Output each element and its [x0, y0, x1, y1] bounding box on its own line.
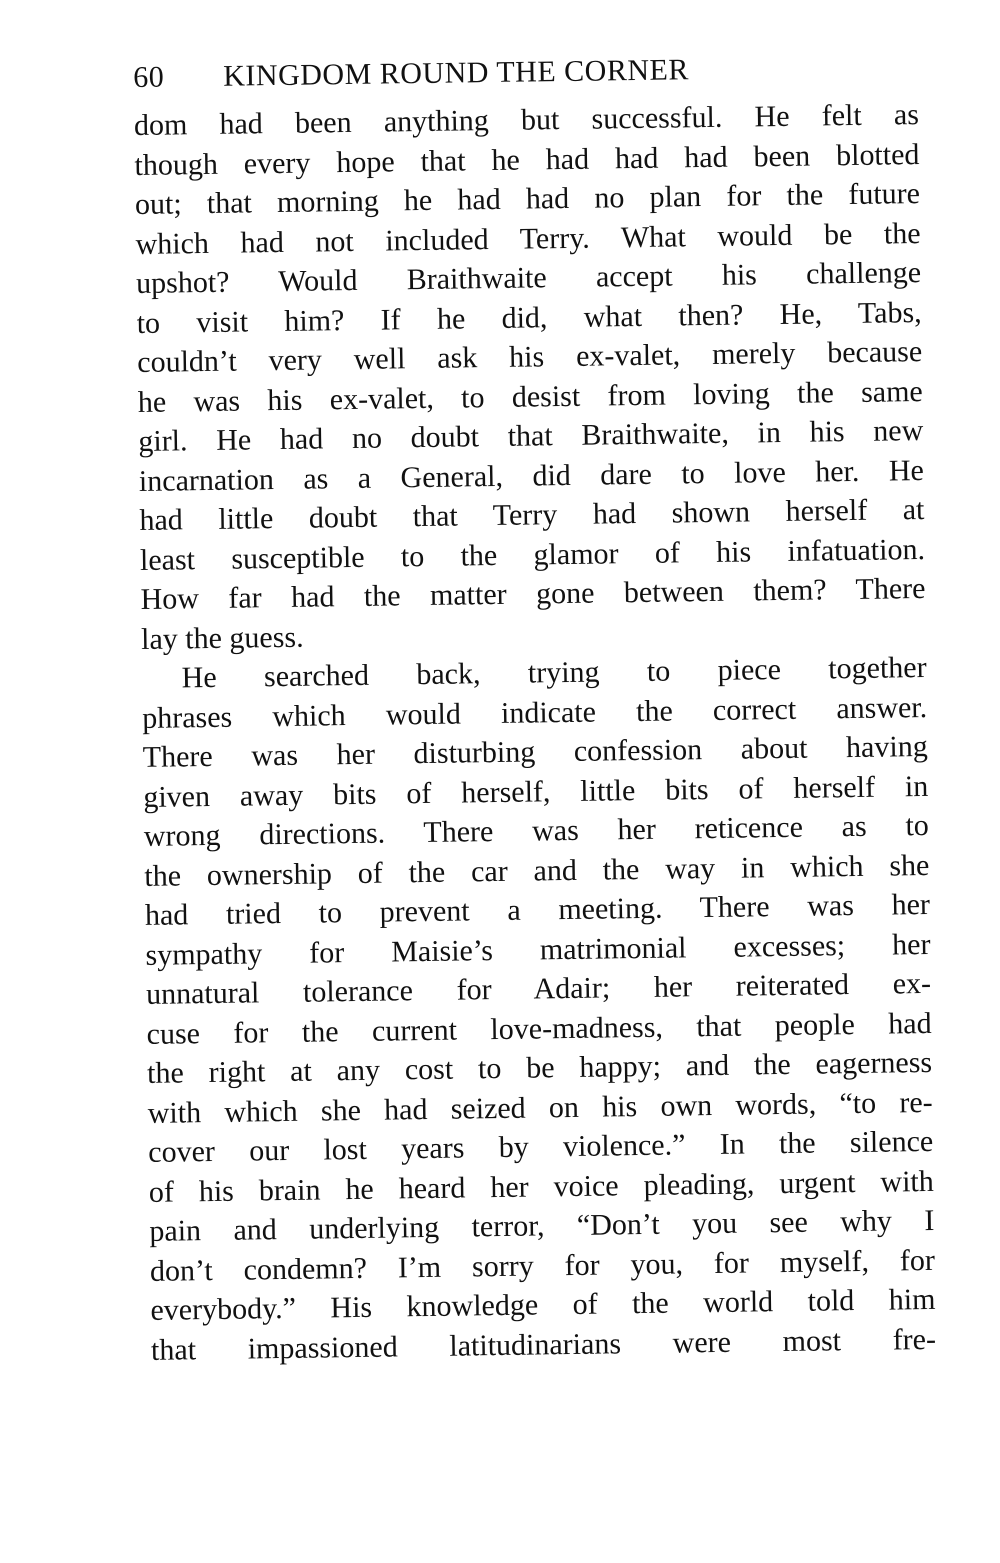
text-line: pain and underlying terror, “Don’t you see why I	[149, 1203, 935, 1248]
text-line: cover our lost years by violence.” In the silence	[148, 1124, 934, 1169]
text-line: unnatural tolerance for Adair; her reiterated ex-	[145, 966, 932, 1011]
text-line: lay the guess.	[140, 620, 304, 656]
text-line: everybody.” His knowledge of the world told him	[150, 1282, 936, 1327]
text-line: girl. He had no doubt that Braithwaite, in his new	[138, 414, 924, 458]
page-body	[134, 95, 937, 1370]
text-line: that impassioned latitudinarians were most fre-	[150, 1322, 937, 1367]
text-line: cuse for the current love-madness, that people had	[146, 1006, 932, 1051]
text-line: sympathy for Maisie’s matrimonial excesses; her	[145, 927, 931, 972]
text-line: given away bits of herself, little bits of herself in	[143, 769, 929, 814]
text-line: don’t condemn? I’m sorry for you, for myself, for	[149, 1243, 936, 1288]
text-line: he was his ex-valet, to desist from loving the same	[137, 374, 923, 419]
page-number: 60	[133, 60, 165, 94]
text-line: He searched back, trying to piece together	[181, 650, 927, 695]
text-line: though every hope that he had had had been blotted	[134, 137, 920, 182]
text-line: upshot? Would Braithwaite accept his challenge	[135, 256, 922, 300]
text-line: had tried to prevent a meeting. There was her	[144, 887, 931, 932]
text-line: the ownership of the car and the way in which she	[144, 848, 930, 893]
text-line: dom had been anything but successful. He felt as	[133, 98, 920, 142]
text-line: There was her disturbing confession about having	[142, 729, 928, 774]
text-line: the right at any cost to be happy; and the eagerness	[146, 1045, 933, 1090]
text-line: to visit him? If he did, what then? He, Tabs,	[136, 295, 922, 340]
text-line: of his brain he heard her voice pleading, urgent with	[148, 1164, 934, 1209]
running-title: KINGDOM ROUND THE CORNER	[223, 53, 690, 93]
text-line: which had not included Terry. What would be the	[135, 216, 921, 261]
text-line: wrong directions. There was her reticence as to	[143, 808, 930, 853]
text-line: had little doubt that Terry had shown herself at	[139, 492, 925, 537]
text-line: couldn’t very well ask his ex-valet, merely because	[137, 335, 923, 379]
text-line: How far had the matter gone between them? There	[140, 571, 926, 616]
text-line: incarnation as a General, did dare to love her. He	[138, 453, 925, 498]
text-line: least susceptible to the glamor of his infatuation.	[139, 532, 926, 577]
text-line: phrases which would indicate the correct answer.	[141, 690, 928, 735]
text-line: with which she had seized on his own words, “to re-	[147, 1085, 933, 1130]
page-header	[133, 47, 918, 98]
book-page	[133, 47, 936, 1370]
text-line: out; that morning he had had no plan for the future	[134, 177, 921, 221]
